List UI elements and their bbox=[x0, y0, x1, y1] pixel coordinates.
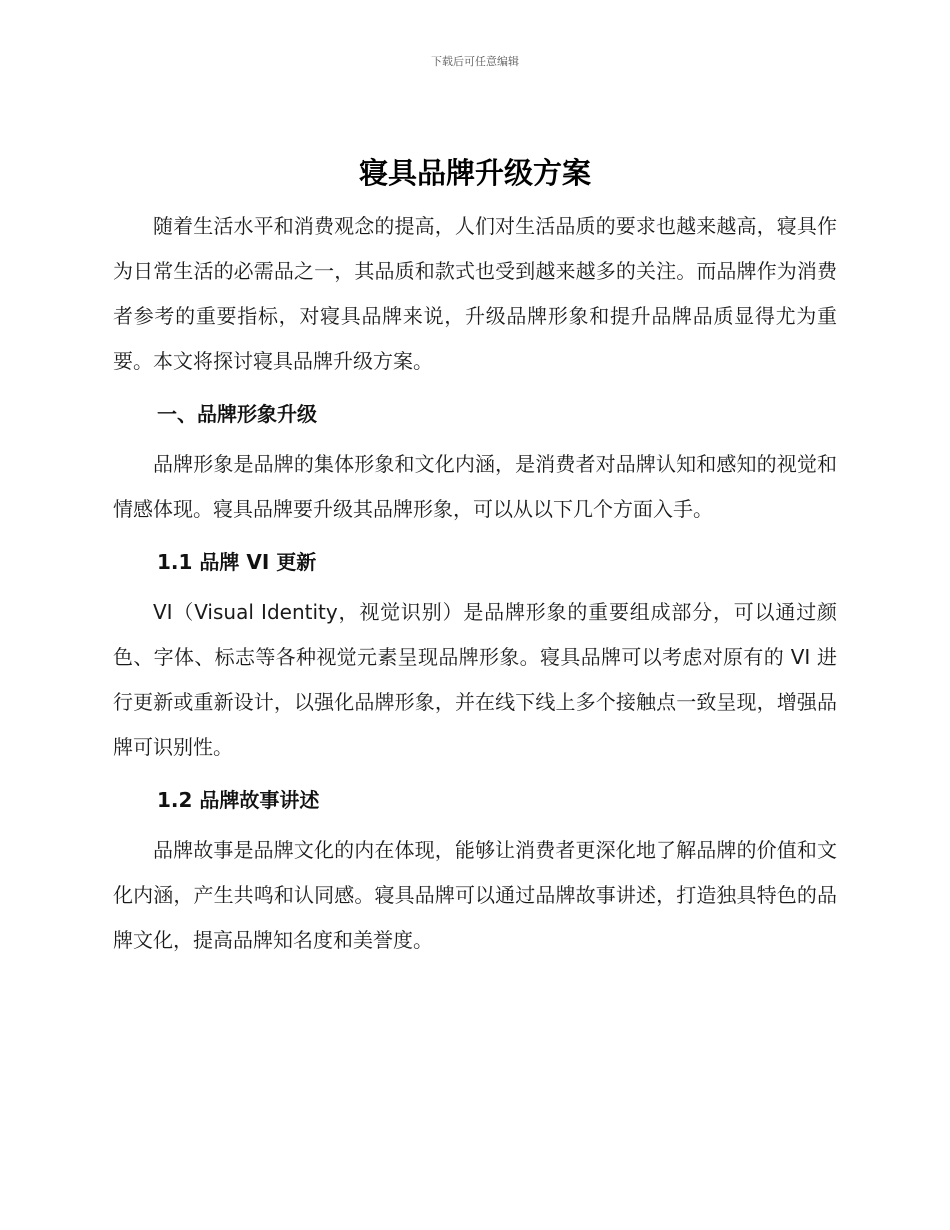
section-heading-brand-story: 1.2 品牌故事讲述 bbox=[157, 788, 320, 812]
document-body bbox=[113, 150, 837, 963]
intro-paragraph: 随着生活水平和消费观念的提高，人们对生活品质的要求也越来越高，寝具作为日常生活的必需品之一，其品质和款式也受到越来越多的关注。而品牌作为消费者参考的重要指标，对寝具品牌来说，升级品牌形象和提升品牌品质显得尤为重要。本文将探讨寝具品牌升级方案。 bbox=[113, 214, 837, 373]
page-header-note: 下载后可任意编辑 bbox=[431, 55, 519, 68]
document-title: 寝具品牌升级方案 bbox=[358, 156, 591, 190]
section-heading-brand-image: 一、品牌形象升级 bbox=[157, 402, 317, 426]
section-brand-image-paragraph: 品牌形象是品牌的集体形象和文化内涵，是消费者对品牌认知和感知的视觉和情感体现。寝具品牌要升级其品牌形象，可以从以下几个方面入手。 bbox=[113, 452, 837, 521]
section-brand-story-paragraph: 品牌故事是品牌文化的内在体现，能够让消费者更深化地了解品牌的价值和文化内涵，产生共鸣和认同感。寝具品牌可以通过品牌故事讲述，打造独具特色的品牌文化，提高品牌知名度和美誉度。 bbox=[113, 838, 837, 952]
section-heading-vi-update: 1.1 品牌 VI 更新 bbox=[157, 550, 317, 574]
section-vi-update-paragraph: VI（Visual Identity，视觉识别）是品牌形象的重要组成部分，可以通过颜色、字体、标志等各种视觉元素呈现品牌形象。寝具品牌可以考虑对原有的 VI 进行更新或重新设计，以强化品牌形象，并在线下线上多个接触点一致呈现，增强品牌可识别性。 bbox=[113, 600, 837, 759]
